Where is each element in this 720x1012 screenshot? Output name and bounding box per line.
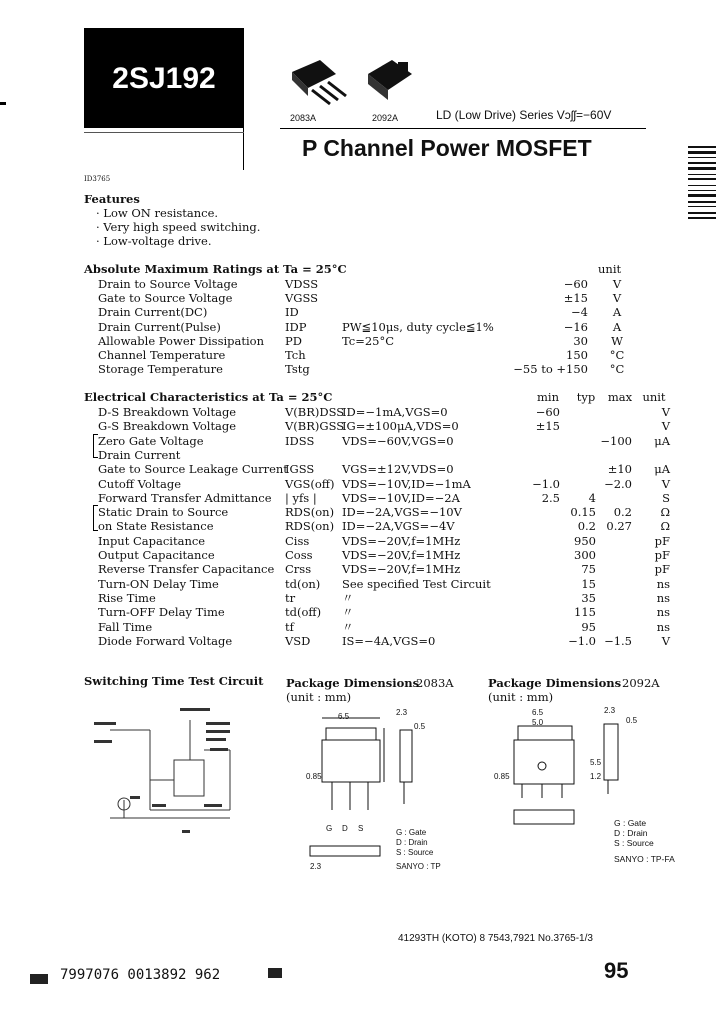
bracket-idss [93,434,98,458]
abs-unit: V [612,291,622,306]
elec-min: −60 [535,405,560,419]
elec-symbol: IGSS [285,462,315,477]
col-min-header: min [537,390,559,404]
elec-condition: VDS=−60V,VGS=0 [342,433,454,448]
footer-mark [30,974,48,984]
elec-param: Turn-ON Delay Time [98,576,219,591]
elec-unit: pF [654,533,670,548]
elec-min: 2.5 [541,490,560,505]
abs-param: Drain to Source Voltage [98,277,238,291]
col-max-header: max [607,390,633,404]
pkg-label-a: 2083A [290,113,317,123]
elec-typ: 115 [574,605,596,620]
pkg2-sanyo: SANYO : TP-FA [614,854,675,864]
elec-typ: 75 [581,562,596,577]
bracket-rds [93,505,98,531]
part-number: 2SJ192 [112,62,216,95]
elec-param: Forward Transfer Admittance [98,490,272,505]
features-heading: Features [84,192,140,206]
elec-unit: μA [654,433,670,448]
elec-typ: 4 [588,490,596,505]
abs-unit: V [612,277,622,291]
abs-symbol: VGSS [285,291,319,306]
elec-typ: 35 [581,590,596,605]
abs-symbol: ID [285,305,299,320]
margin-mark [0,102,6,105]
pkg1-sanyo: SANYO : TP [396,862,441,871]
package-2092a-icon [368,60,412,100]
elec-condition: VGS=±12V,VDS=0 [342,462,454,477]
elec-max: −1.5 [604,633,632,648]
elec-symbol: RDS(on) [285,519,335,534]
abs-unit: A [612,319,622,334]
pkg2-heading: Package Dimensions [488,676,622,690]
elec-param: Rise Time [98,590,156,605]
header-divider [243,128,244,170]
pkg1-dim-23-bottom: 2.3 [310,862,322,871]
elec-unit: V [661,419,670,434]
pkg1-legend-source: S : Source [396,848,434,857]
pkg2-unit: (unit : mm) [488,690,554,704]
pkg2-dim-05: 0.5 [626,716,638,725]
elec-condition: 〃 [342,605,354,620]
pkg1-dim-05: 0.5 [414,722,426,731]
elec-param: D-S Breakdown Voltage [98,405,237,419]
barcode-text: 7997076 0013892 962 [60,967,221,983]
abs-value: 150 [566,348,588,362]
elec-max: 0.2 [613,505,632,520]
col-typ-header: typ [576,390,596,404]
feature-item: · Very high speed switching. [96,220,261,234]
elec-symbol: Coss [285,548,313,562]
elec-unit: ns [656,590,670,605]
abs-value: −55 to +150 [513,362,588,377]
elec-param: Fall Time [98,619,153,634]
series-label: LD (Low Drive) Series Vɔʃʃ=−60V [436,108,612,122]
abs-param: Gate to Source Voltage [98,291,233,306]
elec-condition: VDS=−10V,ID=−2A [342,490,460,505]
pkg1-legend-drain: D : Drain [396,838,428,847]
abs-value: −4 [571,305,588,320]
abs-unit: °C [609,362,625,377]
pkg1-unit: (unit : mm) [286,690,352,704]
abs-param: Drain Current(DC) [98,305,208,320]
elec-condition: IG=±100μA,VDS=0 [342,419,459,434]
pkg2-code: 2092A [622,676,660,690]
abs-max-unit-header: unit [598,262,622,276]
elec-unit: V [661,405,670,419]
pkg-label-b: 2092A [372,113,399,123]
title-rule [280,128,646,129]
abs-condition: PW≦10μs, duty cycle≦1% [342,319,494,334]
pkg1-pin-g: G [326,824,333,833]
elec-max: ±10 [607,462,632,477]
elec-condition: ID=−2A,VGS=−10V [342,505,462,520]
elec-typ: 0.2 [577,519,596,534]
feature-item: · Low ON resistance. [96,206,219,220]
elec-unit: V [661,633,670,648]
elec-max: 0.27 [606,519,632,534]
elec-unit: S [662,490,670,505]
elec-param: Zero Gate Voltage [98,433,204,448]
elec-unit: μA [654,462,670,477]
elec-max: −2.0 [604,476,632,491]
elec-symbol: RDS(on) [285,505,335,520]
elec-condition: 〃 [342,590,354,605]
elec-symbol: tr [285,590,296,605]
abs-symbol: Tch [285,348,306,362]
package-illustrations [280,52,420,114]
elec-typ: 15 [581,576,596,591]
abs-condition: Tc=25°C [342,333,395,348]
elec-condition: See specified Test Circuit [342,576,491,591]
elec-condition: VDS=−20V,f=1MHz [342,548,461,562]
switching-circuit-diagram [90,700,260,840]
elec-condition: ID=−1mA,VGS=0 [342,405,448,419]
pkg1-heading: Package Dimensions [286,676,420,690]
elec-heading: Electrical Characteristics at Ta = 25°C [84,390,333,404]
elec-param: G-S Breakdown Voltage [98,419,237,434]
elec-param: Cutoff Voltage [98,476,182,491]
elec-typ: 950 [574,533,596,548]
elec-symbol: Crss [285,562,312,577]
elec-unit: Ω [660,519,670,534]
doc-code: ID3765 [84,175,111,183]
page-title: P Channel Power MOSFET [302,135,592,161]
elec-symbol: tf [285,619,294,634]
side-barcode [688,146,716,226]
elec-symbol: VGS(off) [285,476,335,491]
elec-condition: ID=−2A,VGS=−4V [342,519,455,534]
pkg2-legend-gate: G : Gate [614,818,647,828]
elec-unit: V [661,476,670,491]
elec-unit: pF [654,548,670,562]
elec-max: −100 [600,433,632,448]
elec-symbol: td(on) [285,576,321,591]
pkg1-code: 2083A [416,676,454,690]
abs-value: 30 [573,333,588,348]
pkg1-dim-085: 0.85 [306,772,322,781]
elec-symbol: td(off) [285,605,322,620]
abs-value: ±15 [563,291,588,306]
elec-param: Output Capacitance [98,548,215,562]
abs-symbol: VDSS [285,277,319,291]
doc-footer-code: 41293TH (KOTO) 8 7543,7921 No.3765-1/3 [398,933,593,944]
col-unit-header: unit [642,390,666,404]
abs-unit: °C [609,348,625,362]
elec-typ: −1.0 [568,633,596,648]
elec-unit: Ω [660,505,670,520]
pkg2-legend-source: S : Source [614,838,654,848]
elec-unit: ns [656,605,670,620]
elec-param: Diode Forward Voltage [98,633,233,648]
elec-symbol: Ciss [285,533,310,548]
elec-min: −1.0 [532,476,560,491]
abs-param: Allowable Power Dissipation [98,333,265,348]
switching-heading: Switching Time Test Circuit [84,674,264,688]
elec-min: ±15 [535,419,560,434]
part-number-box [84,28,244,128]
pkg2-legend-drain: D : Drain [614,828,648,838]
elec-typ: 95 [581,619,596,634]
elec-unit: pF [654,562,670,577]
pkg1-pin-s: S [358,824,364,833]
pkg1-dim-65: 6.5 [338,712,350,721]
elec-param: Reverse Transfer Capacitance [98,562,275,577]
abs-unit: W [611,333,623,348]
elec-param: on State Resistance [98,519,214,534]
abs-unit: A [612,305,622,320]
header-rule [84,132,244,133]
abs-symbol: Tstg [285,362,310,377]
elec-param: Turn-OFF Delay Time [98,605,225,620]
elec-symbol: | yfs | [285,490,317,505]
pkg2-dim-23: 2.3 [604,706,616,715]
page-number: 95 [604,958,629,983]
pkg1-dim-23: 2.3 [396,708,408,717]
feature-item: · Low-voltage drive. [96,234,212,248]
elec-param: Gate to Source Leakage Current [98,462,288,477]
elec-unit: ns [656,576,670,591]
elec-condition: VDS=−20V,f=1MHz [342,533,461,548]
abs-max-heading: Absolute Maximum Ratings at Ta = 25°C [84,262,347,276]
abs-value: −16 [563,319,588,334]
package-2083a-icon [292,60,346,104]
abs-symbol: PD [285,333,302,348]
abs-symbol: IDP [285,319,307,334]
elec-param: Static Drain to Source [98,505,229,520]
abs-param: Channel Temperature [98,348,226,362]
pkg2-dim-50: 5.0 [532,718,544,727]
footer-mark [268,968,282,978]
package-2092a-drawing [492,706,642,836]
elec-symbol: IDSS [285,433,315,448]
elec-typ: 0.15 [570,505,596,520]
pkg2-dim-085: 0.85 [494,772,510,781]
elec-symbol: V(BR)GSS [285,419,345,434]
pkg2-dim-65: 6.5 [532,708,544,717]
abs-param: Drain Current(Pulse) [98,319,221,334]
elec-symbol: V(BR)DSS [285,405,345,419]
pkg1-pin-d: D [342,824,348,833]
pkg2-dim-55: 5.5 [590,758,602,767]
elec-param: Input Capacitance [98,533,206,548]
abs-param: Storage Temperature [98,362,223,377]
elec-condition: 〃 [342,619,354,634]
abs-value: −60 [563,277,588,291]
elec-param: Drain Current [98,447,181,462]
elec-typ: 300 [574,548,596,562]
elec-condition: IS=−4A,VGS=0 [342,633,436,648]
elec-condition: VDS=−20V,f=1MHz [342,562,461,577]
pkg2-dim-12: 1.2 [590,772,602,781]
elec-unit: ns [656,619,670,634]
elec-symbol: VSD [285,633,311,648]
pkg1-legend-gate: G : Gate [396,828,427,837]
elec-condition: VDS=−10V,ID=−1mA [342,476,471,491]
